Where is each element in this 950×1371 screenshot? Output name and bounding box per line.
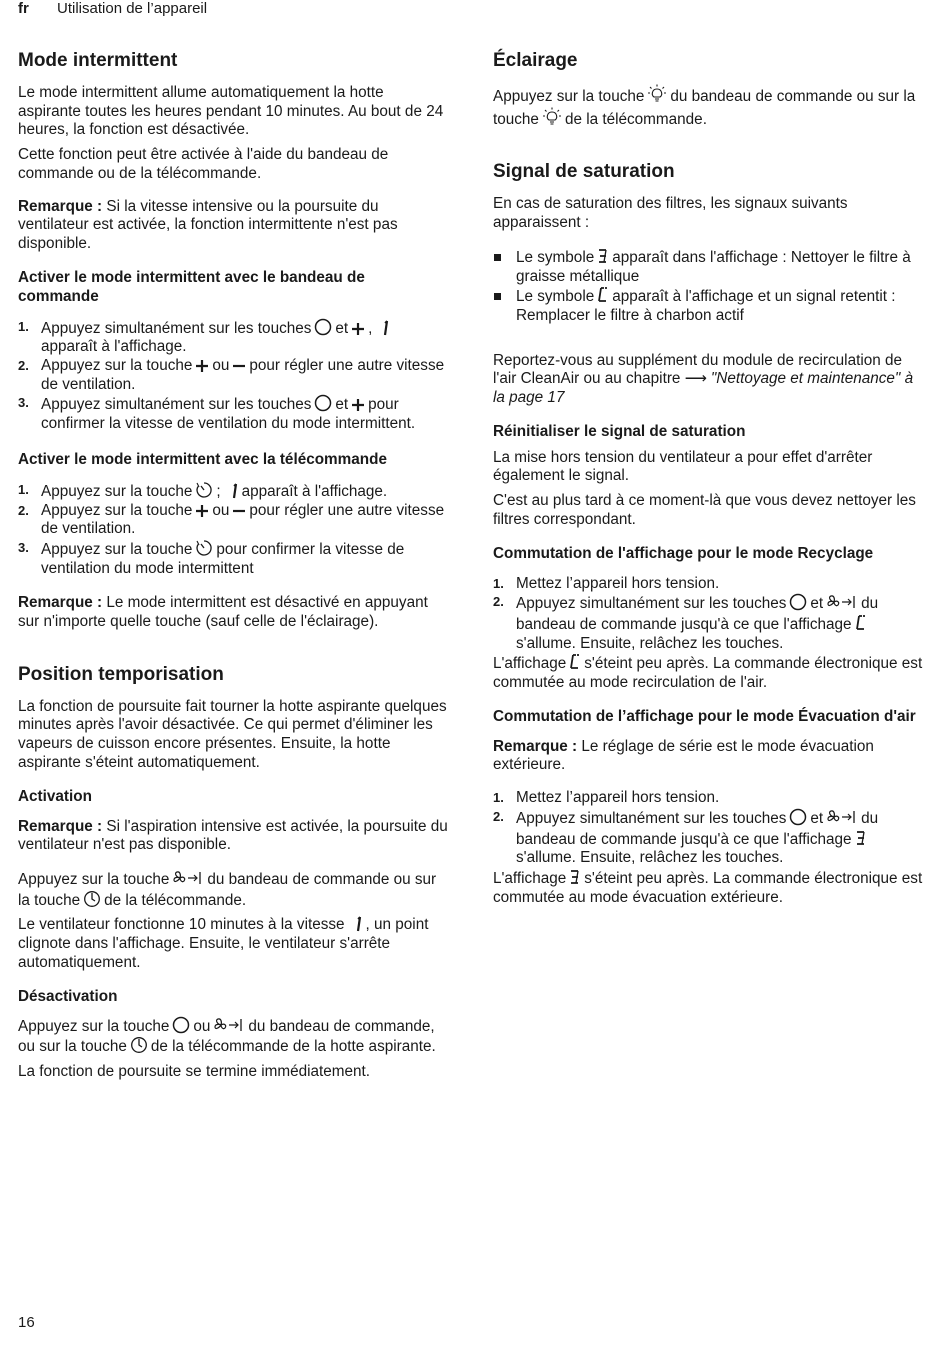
list-item bbox=[18, 539, 448, 578]
step-text: Appuyez sur la touche bbox=[41, 482, 193, 500]
timer-icon bbox=[195, 481, 213, 499]
list-item bbox=[18, 357, 448, 394]
step-text: pour régler une autre vitesse de ventilation. bbox=[41, 357, 445, 393]
arrow-right-icon: ⟶ bbox=[684, 370, 707, 388]
text: Appuyez sur la touche bbox=[493, 88, 645, 105]
note-label: Remarque : bbox=[18, 594, 103, 612]
heading-eclairage: Éclairage bbox=[493, 50, 578, 71]
list-item bbox=[493, 808, 923, 868]
heading-position-temporisation: Position temporisation bbox=[18, 663, 224, 685]
step-text: Appuyez simultanément sur les touches bbox=[41, 319, 312, 337]
paragraph bbox=[493, 352, 923, 408]
list-item bbox=[18, 502, 448, 539]
step-text: apparaît à l'affichage. bbox=[41, 338, 187, 356]
list-item bbox=[493, 247, 923, 286]
text: Appuyez sur la touche bbox=[18, 1017, 170, 1035]
note-text: Si la vitesse intensive ou la poursuite du ventilateur est activée, la fonction intermittente n'est pas disponible. bbox=[18, 197, 398, 252]
speed-one-display-icon bbox=[355, 916, 363, 932]
subheading-deactivation: Désactivation bbox=[18, 987, 118, 1005]
subheading-evacuation: Commutation de l’affichage pour le mode Évacuation d'air bbox=[493, 707, 916, 725]
power-circle-icon bbox=[172, 1016, 190, 1034]
grease-filter-icon bbox=[569, 868, 581, 886]
step-text: ou bbox=[212, 357, 230, 375]
text: du bandeau de commande, ou sur la touche bbox=[18, 1017, 435, 1056]
fan-delay-icon bbox=[213, 1016, 245, 1034]
step-text: Appuyez simultanément sur les touches bbox=[516, 595, 787, 613]
light-bulb-icon bbox=[542, 107, 562, 127]
step-text: et bbox=[335, 319, 349, 337]
step-text: s'allume. Ensuite, relâchez les touches. bbox=[516, 849, 784, 867]
heading-mode-intermittent: Mode intermittent bbox=[18, 50, 178, 71]
subheading-remote: Activer le mode intermittent avec la télécommande bbox=[18, 450, 387, 468]
text: s'éteint peu après. La commande électronique est commutée au mode évacuation extérieure. bbox=[493, 869, 923, 906]
step-number: 2. bbox=[493, 594, 504, 610]
step-text: et bbox=[810, 595, 824, 613]
subheading-panel: Activer le mode intermittent avec le bandeau de commande bbox=[18, 268, 365, 305]
right-column bbox=[493, 50, 923, 913]
steps-panel bbox=[18, 318, 448, 434]
step-number: 1. bbox=[18, 481, 29, 497]
text: du bandeau de commande ou sur la touche bbox=[18, 870, 437, 909]
step-text: Appuyez sur la touche bbox=[41, 501, 193, 519]
plus-icon bbox=[351, 398, 365, 412]
paragraph: C'est au plus tard à ce moment-là que vous devez nettoyer les filtres correspondant. bbox=[493, 492, 916, 528]
paragraph bbox=[18, 869, 448, 910]
text: Le symbole bbox=[516, 248, 595, 266]
note bbox=[18, 594, 448, 631]
fan-delay-icon bbox=[172, 869, 204, 887]
step-text: Appuyez sur la touche bbox=[41, 540, 193, 558]
list-item bbox=[18, 481, 448, 502]
list-item bbox=[493, 575, 923, 594]
paragraph: En cas de saturation des filtres, les signaux suivants apparaissent : bbox=[493, 195, 848, 232]
step-number: 2. bbox=[18, 358, 29, 374]
step-text: et bbox=[335, 396, 349, 414]
step-number: 3. bbox=[18, 395, 29, 411]
grease-filter-icon bbox=[597, 247, 609, 265]
text: de la télécommande. bbox=[104, 891, 247, 909]
list-item bbox=[18, 318, 448, 357]
steps-evacuation bbox=[493, 789, 923, 868]
step-text: s'allume. Ensuite, relâchez les touches. bbox=[516, 634, 784, 652]
timer-icon bbox=[195, 539, 213, 557]
text: apparaît à l'affichage et un signal retentit : Remplacer le filtre à charbon actif bbox=[516, 288, 896, 324]
step-text: apparaît à l'affichage. bbox=[241, 482, 388, 500]
step-text: Appuyez sur la touche bbox=[41, 357, 193, 375]
steps-remote bbox=[18, 481, 448, 579]
note-text: Si l'aspiration intensive est activée, la poursuite du ventilateur n'est pas disponible. bbox=[18, 817, 448, 854]
step-text: et bbox=[810, 809, 824, 827]
step-number: 1. bbox=[493, 790, 504, 806]
subheading-reset: Réinitialiser le signal de saturation bbox=[493, 422, 746, 440]
step-number: 3. bbox=[18, 539, 29, 555]
power-circle-icon bbox=[789, 808, 807, 826]
plus-icon bbox=[351, 322, 365, 336]
paragraph bbox=[493, 868, 923, 907]
step-number: 1. bbox=[493, 575, 504, 591]
text: Reportez-vous au supplément du module de recirculation de l'air CleanAir ou au chapitre bbox=[493, 351, 903, 388]
step-text: Appuyez simultanément sur les touches bbox=[41, 396, 312, 414]
language-code: fr bbox=[18, 0, 29, 17]
speed-one-display-icon bbox=[231, 483, 239, 499]
list-item bbox=[18, 394, 448, 433]
power-circle-icon bbox=[789, 593, 807, 611]
paragraph bbox=[18, 1016, 448, 1057]
list-item bbox=[493, 286, 923, 325]
text: Appuyez sur la touche bbox=[18, 870, 170, 888]
power-circle-icon bbox=[314, 318, 332, 336]
clock-icon bbox=[130, 1036, 148, 1054]
heading-signal-saturation: Signal de saturation bbox=[493, 161, 675, 183]
paragraph bbox=[493, 653, 923, 692]
paragraph: La mise hors tension du ventilateur a pour effet d'arrêter également le signal. bbox=[493, 448, 873, 485]
saturation-list bbox=[493, 247, 923, 326]
step-number: 1. bbox=[18, 318, 29, 334]
list-item bbox=[493, 789, 923, 808]
step-text: Mettez l’appareil hors tension. bbox=[516, 574, 720, 592]
fan-delay-icon bbox=[826, 593, 858, 611]
page-header bbox=[18, 0, 207, 18]
subheading-recyclage: Commutation de l'affichage pour le mode Recyclage bbox=[493, 544, 874, 562]
step-text: Mettez l’appareil hors tension. bbox=[516, 789, 720, 807]
text: ou bbox=[193, 1017, 211, 1035]
section-title: Utilisation de l’appareil bbox=[57, 0, 208, 17]
note bbox=[18, 818, 448, 855]
chapter-reference-link[interactable]: "Nettoyage et maintenance" à la page 17 bbox=[493, 370, 914, 407]
step-text: du bandeau de commande jusqu'à ce que l'affichage bbox=[516, 809, 879, 848]
step-text: ou bbox=[212, 501, 230, 519]
minus-icon bbox=[232, 504, 246, 518]
text: du bandeau de commande ou sur la touche bbox=[493, 88, 916, 128]
note-label: Remarque : bbox=[18, 817, 103, 835]
note bbox=[493, 738, 923, 775]
note-label: Remarque : bbox=[18, 197, 103, 215]
paragraph: Cette fonction peut être activée à l'aide du bandeau de commande ou de la télécommande. bbox=[18, 146, 389, 182]
left-column bbox=[18, 50, 448, 1088]
charcoal-filter-icon bbox=[855, 614, 867, 632]
step-text: , bbox=[368, 319, 373, 337]
paragraph bbox=[18, 916, 448, 972]
paragraph: La fonction de poursuite fait tourner la hotte aspirante quelques minutes après l'avoir désactivée. Ce qui permet d'éliminer les vapeurs de cuisson encore présentes. Ensuite, la hotte aspirante s'éteint automatiquement. bbox=[18, 697, 447, 771]
step-text: Appuyez simultanément sur les touches bbox=[516, 809, 787, 827]
text: L'affichage bbox=[493, 655, 567, 673]
text: s'éteint peu après. La commande électronique est commutée au mode recirculation de l'air. bbox=[493, 655, 923, 692]
note-text: Le mode intermittent est désactivé en appuyant sur n'importe quelle touche (sauf celle de l'éclairage). bbox=[18, 594, 428, 631]
step-text: pour confirmer la vitesse de ventilation du mode intermittent bbox=[41, 540, 405, 577]
step-number: 2. bbox=[493, 808, 504, 824]
paragraph: La fonction de poursuite se termine immédiatement. bbox=[18, 1062, 371, 1080]
grease-filter-icon bbox=[855, 829, 867, 847]
charcoal-filter-icon bbox=[569, 653, 581, 671]
page-number: 16 bbox=[18, 1314, 35, 1331]
subheading-activation: Activation bbox=[18, 787, 92, 805]
light-bulb-icon bbox=[647, 84, 667, 104]
power-circle-icon bbox=[314, 394, 332, 412]
fan-delay-icon bbox=[826, 808, 858, 826]
text: de la télécommande de la hotte aspirante. bbox=[150, 1038, 436, 1056]
clock-icon bbox=[83, 890, 101, 908]
text: Le ventilateur fonctionne 10 minutes à la vitesse bbox=[18, 916, 345, 934]
note bbox=[18, 198, 448, 254]
text: Le symbole bbox=[516, 288, 595, 306]
text: L'affichage bbox=[493, 869, 567, 887]
text: apparaît dans l'affichage : Nettoyer le filtre à graisse métallique bbox=[516, 248, 911, 285]
speed-one-display-icon bbox=[382, 320, 390, 336]
text: de la télécommande. bbox=[564, 110, 707, 128]
step-text: pour régler une autre vitesse de ventilation. bbox=[41, 501, 445, 538]
plus-icon bbox=[195, 504, 209, 518]
step-text: du bandeau de commande jusqu'à ce que l'affichage bbox=[516, 595, 879, 633]
note-text: Le réglage de série est le mode évacuation extérieure. bbox=[493, 737, 874, 774]
paragraph bbox=[493, 84, 923, 129]
text: , un point clignote dans l'affichage. Ensuite, le ventilateur s'arrête automatiquement. bbox=[18, 916, 429, 971]
steps-recyclage bbox=[493, 575, 923, 654]
charcoal-filter-icon bbox=[597, 286, 609, 304]
step-number: 2. bbox=[18, 502, 29, 518]
note-label: Remarque : bbox=[493, 737, 578, 755]
step-text: pour confirmer la vitesse de ventilation du mode intermittent. bbox=[41, 396, 416, 433]
paragraph: Le mode intermittent allume automatiquement la hotte aspirante toutes les heures pendant 10 minutes. Au bout de 24 heures, la fonction est désactivée. bbox=[18, 84, 444, 139]
plus-icon bbox=[195, 359, 209, 373]
list-item bbox=[493, 593, 923, 653]
step-text: ; bbox=[216, 482, 221, 500]
minus-icon bbox=[232, 359, 246, 373]
